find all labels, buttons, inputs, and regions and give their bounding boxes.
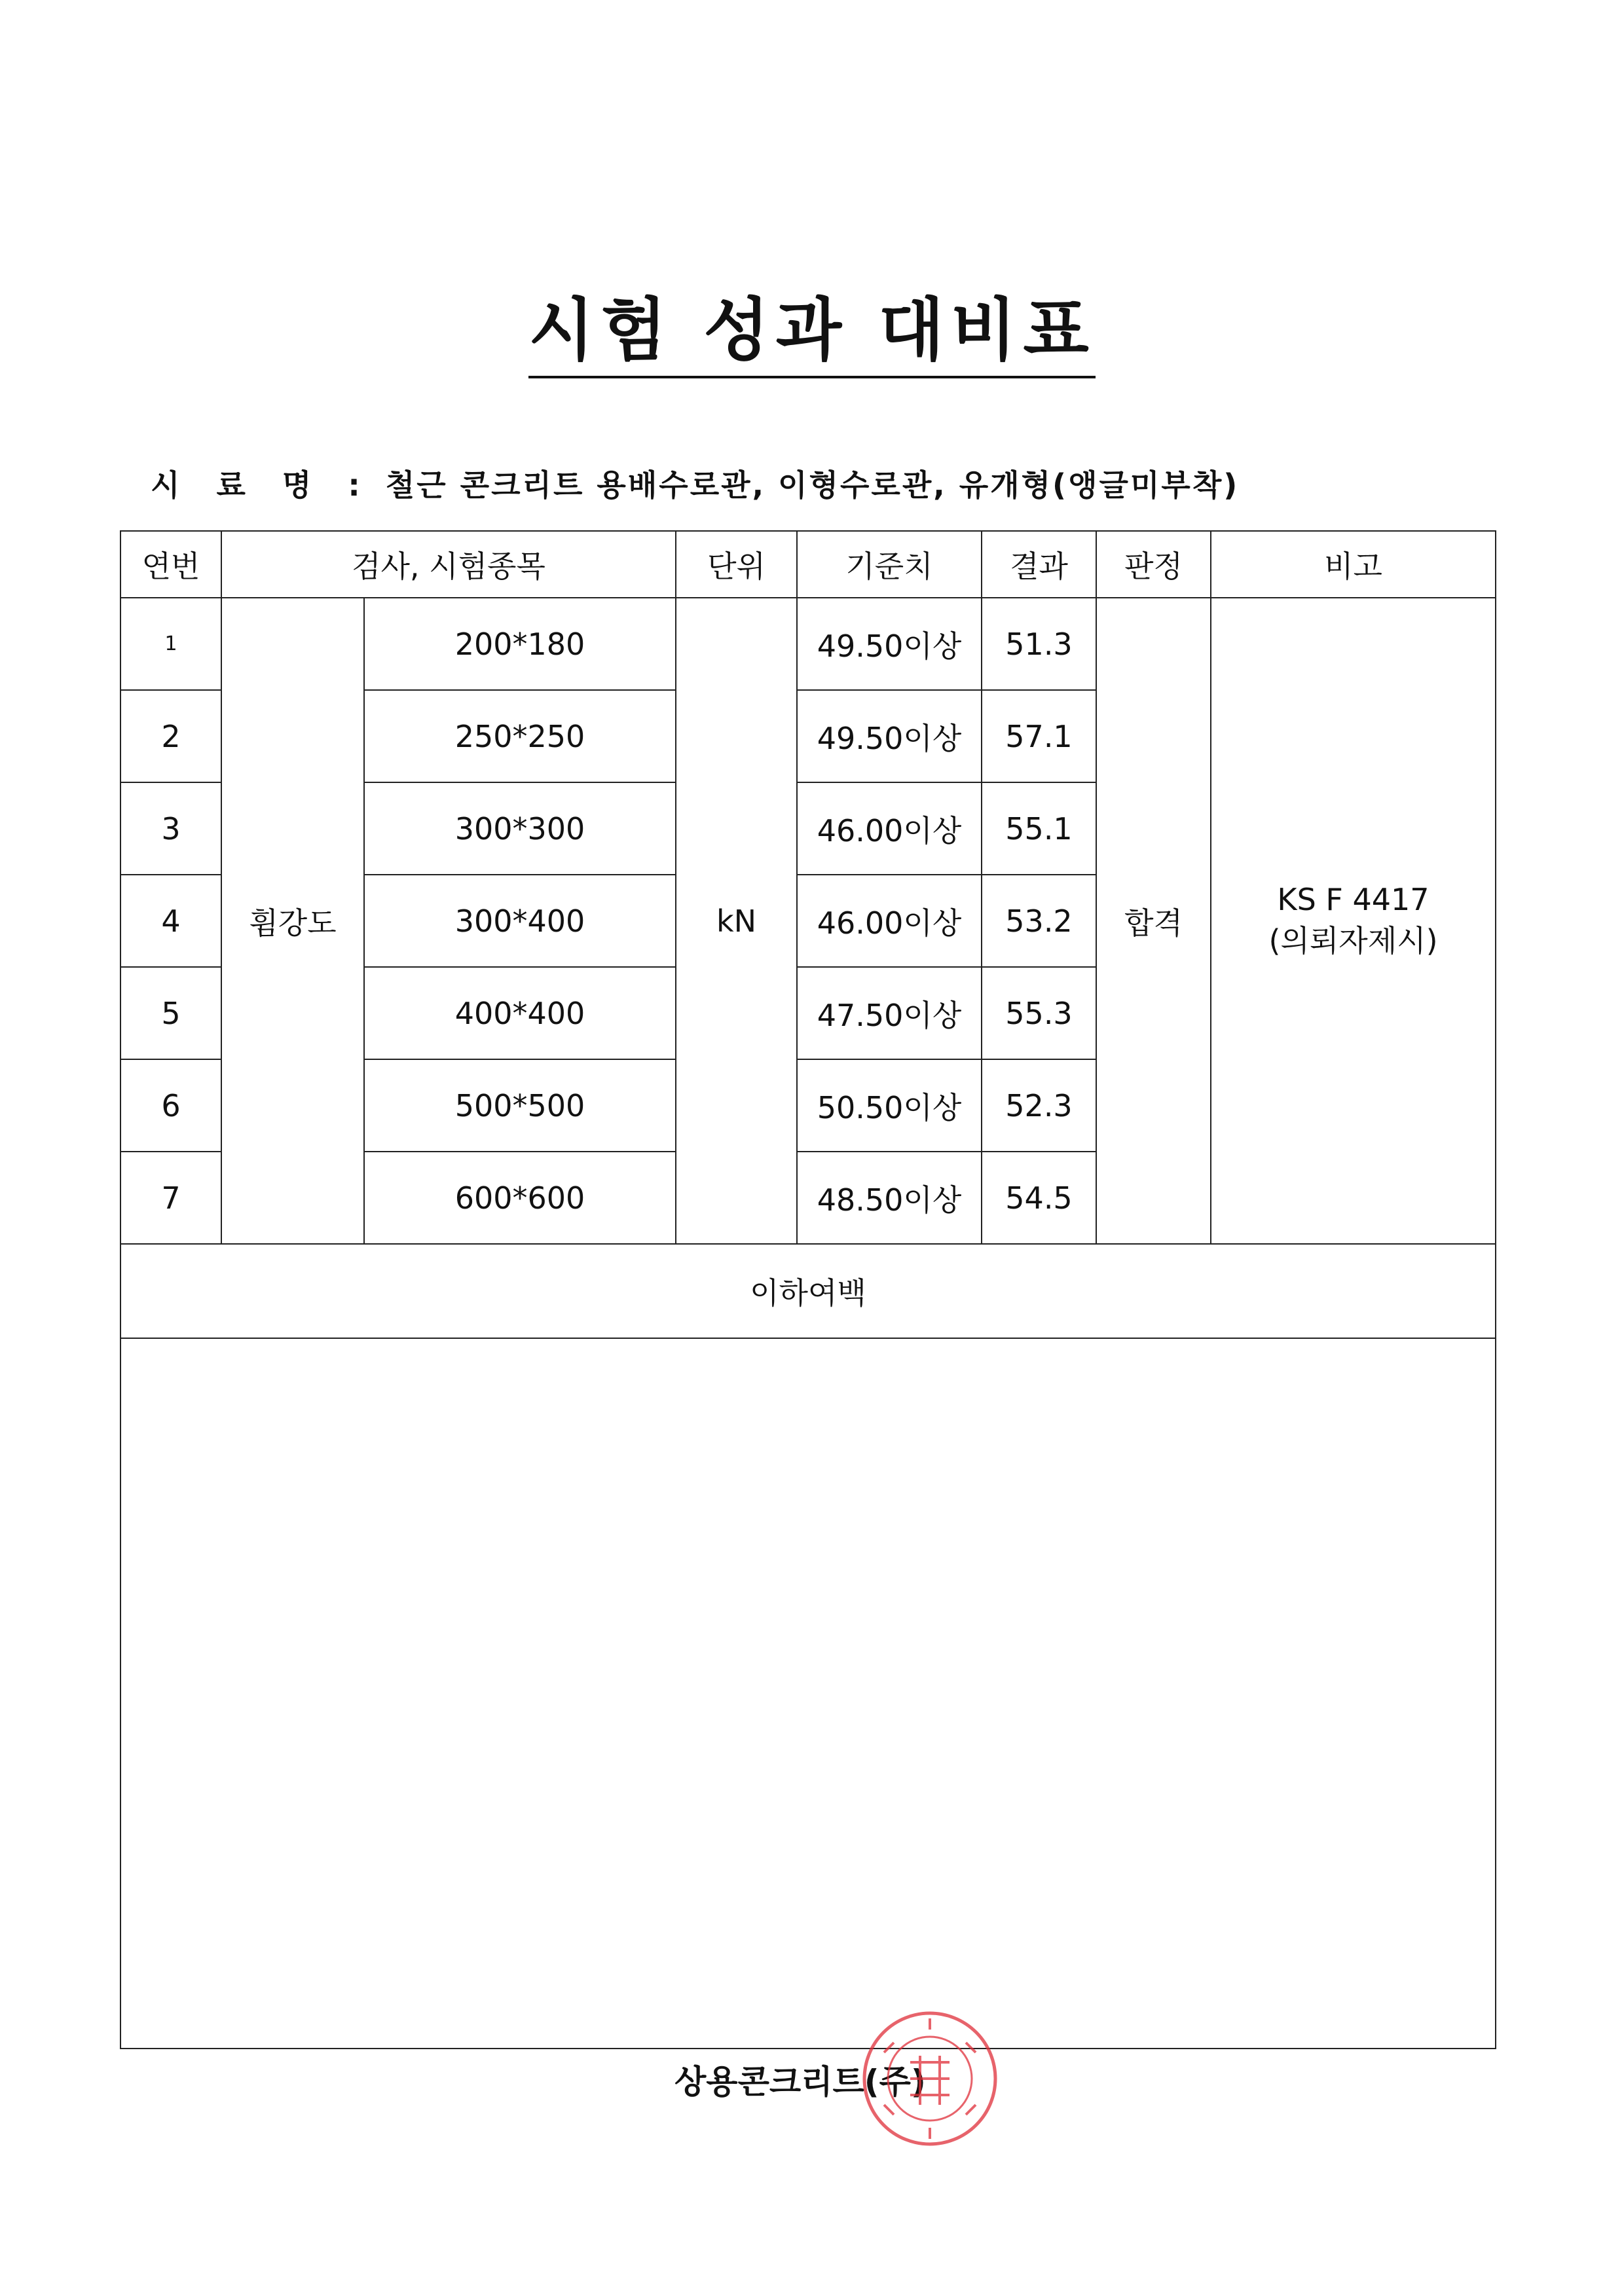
row-standard: 50.50이상: [797, 1059, 982, 1152]
row-size: 200*180: [364, 598, 676, 690]
blank-remark: 이하여백: [120, 1244, 1496, 1338]
row-no: 2: [120, 690, 221, 782]
document-title: 시험 성과 대비표: [0, 275, 1624, 378]
row-no: 6: [120, 1059, 221, 1152]
row-standard: 49.50이상: [797, 598, 982, 690]
row-standard: 47.50이상: [797, 967, 982, 1059]
row-no: 5: [120, 967, 221, 1059]
row-size: 500*500: [364, 1059, 676, 1152]
sample-name-line: [151, 462, 1239, 505]
header-no: 연번: [120, 531, 221, 598]
row-result: 54.5: [982, 1152, 1096, 1244]
row-standard: 46.00이상: [797, 782, 982, 875]
unit-cell: kN: [676, 598, 797, 1244]
row-no: 3: [120, 782, 221, 875]
note-standard: KS F 4417: [1277, 881, 1430, 917]
row-no: 7: [120, 1152, 221, 1244]
blank-remark-row: [120, 1244, 1496, 1338]
table-row: [120, 598, 1496, 690]
row-size: 400*400: [364, 967, 676, 1059]
sample-label: 시 료 명 :: [151, 467, 373, 503]
note-cell: [1211, 598, 1496, 1244]
row-size: 600*600: [364, 1152, 676, 1244]
row-standard: 49.50이상: [797, 690, 982, 782]
judgment-cell: 합격: [1096, 598, 1211, 1244]
row-size: 300*400: [364, 875, 676, 967]
header-result: 결과: [982, 531, 1096, 598]
header-judgment: 판정: [1096, 531, 1211, 598]
row-result: 55.1: [982, 782, 1096, 875]
header-standard: 기준치: [797, 531, 982, 598]
company-name: 상용콘크리트(주): [674, 2063, 926, 2101]
row-result: 57.1: [982, 690, 1096, 782]
row-result: 53.2: [982, 875, 1096, 967]
test-results-table: [120, 530, 1496, 2049]
header-note: 비고: [1211, 531, 1496, 598]
row-no: 1: [120, 598, 221, 690]
table-header-row: [120, 531, 1496, 598]
row-size: 300*300: [364, 782, 676, 875]
header-item: 검사, 시험종목: [221, 531, 676, 598]
company-seal-icon: [858, 2007, 1002, 2151]
row-standard: 48.50이상: [797, 1152, 982, 1244]
empty-area: [120, 1338, 1496, 2049]
row-result: 52.3: [982, 1059, 1096, 1152]
row-result: 51.3: [982, 598, 1096, 690]
header-unit: 단위: [676, 531, 797, 598]
note-client: (의뢰자제시): [1268, 922, 1438, 958]
empty-area-row: [120, 1338, 1496, 2049]
sample-value: 철근 콘크리트 용배수로관, 이형수로관, 유개형(앵글미부착): [385, 467, 1240, 503]
test-item-cell: 휨강도: [221, 598, 364, 1244]
row-result: 55.3: [982, 967, 1096, 1059]
row-standard: 46.00이상: [797, 875, 982, 967]
row-no: 4: [120, 875, 221, 967]
row-size: 250*250: [364, 690, 676, 782]
